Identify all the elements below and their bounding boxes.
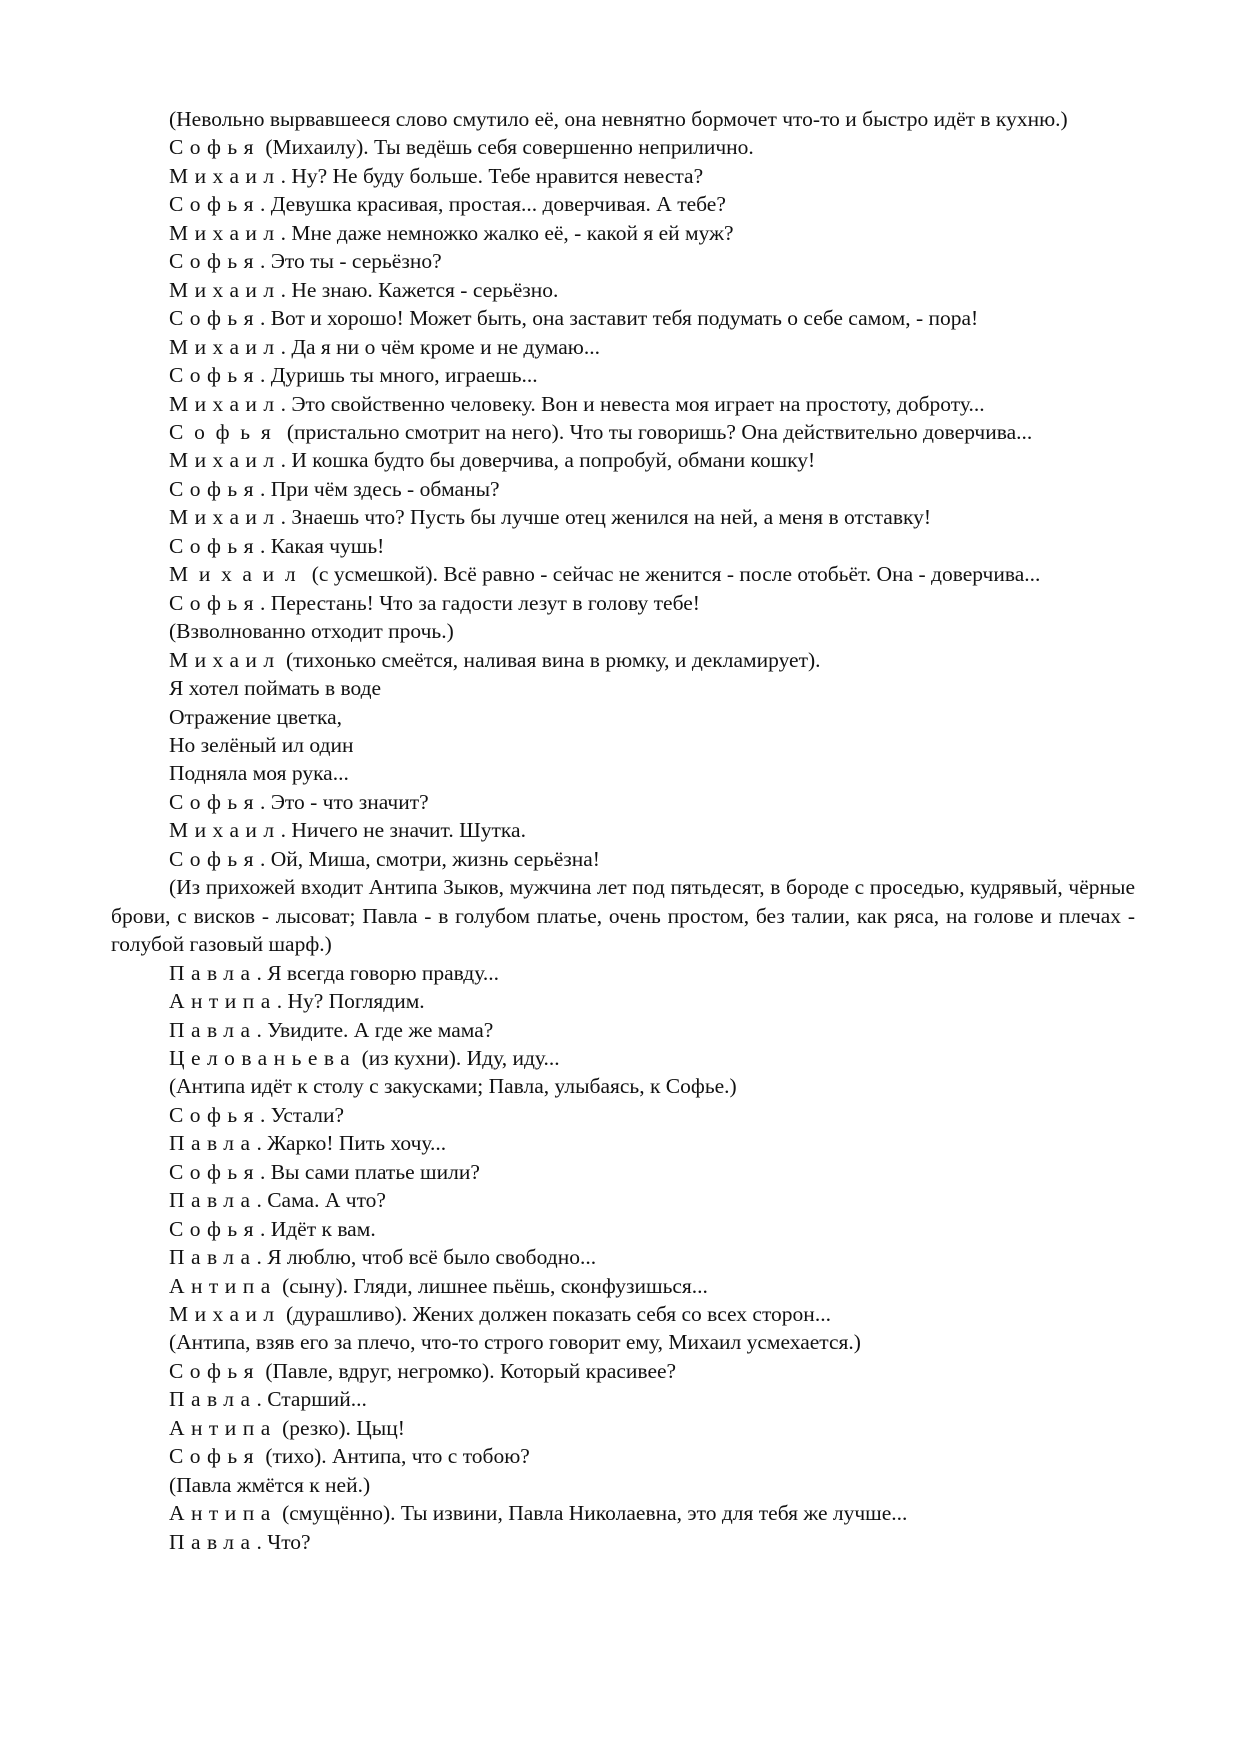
dialogue-line xyxy=(111,1272,1135,1300)
line-text: . Сама. А что? xyxy=(256,1188,386,1213)
line-text: . Не знаю. Кажется - серьёзно. xyxy=(280,277,559,302)
line-text: . Дуришь ты много, играешь... xyxy=(259,363,538,388)
line-text: . Устали? xyxy=(259,1102,345,1127)
speaker-name: Софья xyxy=(169,476,260,501)
speaker-name: Антипа xyxy=(169,1415,277,1440)
line-text: . Это свойственно человеку. Вон и невеста моя играет на простоту, доброту... xyxy=(280,391,985,416)
dialogue-line xyxy=(111,503,1135,531)
dialogue-line xyxy=(111,1016,1135,1044)
line-text: . Девушка красивая, простая... доверчивая. А тебе? xyxy=(259,192,726,217)
dialogue-line xyxy=(111,1129,1135,1157)
dialogue-line xyxy=(111,1044,1135,1072)
dialogue-line xyxy=(111,304,1135,332)
speaker-name: Софья xyxy=(169,1159,260,1184)
speaker-name: Михаил xyxy=(169,334,281,359)
line-text: (из кухни). Иду, иду... xyxy=(356,1045,560,1070)
dialogue-line xyxy=(111,1101,1135,1129)
speaker-name: Павла xyxy=(169,1017,257,1042)
line-text: . Знаешь что? Пусть бы лучше отец женился на ней, а меня в отставку! xyxy=(280,505,932,530)
dialogue-line xyxy=(111,333,1135,361)
stage-direction xyxy=(111,873,1135,958)
line-text: . Ну? Не буду больше. Тебе нравится невеста? xyxy=(280,163,704,188)
speaker-name: Антипа xyxy=(169,1501,277,1526)
dialogue-line xyxy=(111,361,1135,389)
dialogue-line xyxy=(111,390,1135,418)
speaker-name: Софья xyxy=(169,363,260,388)
line-text: (Антипа, взяв его за плечо, что-то строго говорит ему, Михаил усмехается.) xyxy=(169,1330,861,1355)
speaker-name: Павла xyxy=(169,1131,257,1156)
stage-direction xyxy=(111,1328,1135,1356)
line-text: . Это - что значит? xyxy=(259,789,429,814)
speaker-name: Софья xyxy=(169,1358,260,1383)
line-text: (Из прихожей входит Антипа Зыков, мужчина лет под пятьдесят, в бороде с проседью, кудрявый, чёрные брови, с висков - лысоват; Павла - в голубом платье, очень простом, без талии, как ряса, на голове и плечах - голубой газовый шарф.) xyxy=(111,875,1135,957)
line-text: . Ну? Поглядим. xyxy=(276,989,425,1014)
speaker-name: Павла xyxy=(169,1529,257,1554)
speaker-name: Софья xyxy=(169,590,260,615)
dialogue-line xyxy=(111,1442,1135,1470)
line-text: . Вы сами платье шили? xyxy=(259,1159,480,1184)
line-text: (Павле, вдруг, негромко). Который красивее? xyxy=(259,1358,677,1383)
dialogue-line xyxy=(111,475,1135,503)
speaker-name: Целованьева xyxy=(169,1045,357,1070)
line-text: . Ничего не значит. Шутка. xyxy=(280,818,526,843)
dialogue-line xyxy=(111,646,1135,674)
line-text: . Мне даже немножко жалко её, - какой я ей муж? xyxy=(280,220,734,245)
line-text: (Взволнованно отходит прочь.) xyxy=(169,619,454,644)
speaker-name: Михаил xyxy=(169,818,281,843)
dialogue-line xyxy=(111,532,1135,560)
speaker-name: Михаил xyxy=(169,277,281,302)
speaker-name: Антипа xyxy=(169,1273,277,1298)
line-text: Я хотел поймать в воде xyxy=(169,676,382,701)
dialogue-line xyxy=(111,1357,1135,1385)
speaker-name: Павла xyxy=(169,960,257,985)
dialogue-line xyxy=(111,959,1135,987)
dialogue-line xyxy=(111,247,1135,275)
line-text: (сыну). Гляди, лишнее пьёшь, сконфузишься... xyxy=(276,1273,708,1298)
stage-direction xyxy=(111,1471,1135,1499)
line-text: . Старший... xyxy=(256,1387,367,1412)
line-text: (Михаилу). Ты ведёшь себя совершенно неприлично. xyxy=(259,135,754,160)
line-text: Отражение цветка, xyxy=(169,704,343,729)
stage-direction xyxy=(111,1072,1135,1100)
dialogue-line xyxy=(111,1414,1135,1442)
line-text: . Увидите. А где же мама? xyxy=(256,1017,494,1042)
line-text: (резко). Цыц! xyxy=(276,1415,405,1440)
speaker-name: Софья xyxy=(169,1216,260,1241)
speaker-name: Софья xyxy=(169,1102,260,1127)
line-text: . Идёт к вам. xyxy=(259,1216,376,1241)
stage-direction xyxy=(111,703,1135,731)
dialogue-line xyxy=(111,190,1135,218)
line-text: . Да я ни о чём кроме и не думаю... xyxy=(280,334,600,359)
line-text: . Жарко! Пить хочу... xyxy=(256,1131,447,1156)
line-text: . Что? xyxy=(256,1529,311,1554)
dialogue-line xyxy=(111,162,1135,190)
dialogue-line xyxy=(111,845,1135,873)
dialogue-line xyxy=(111,219,1135,247)
stage-direction xyxy=(111,674,1135,702)
dialogue-line xyxy=(111,589,1135,617)
line-text: . Ой, Миша, смотри, жизнь серьёзна! xyxy=(259,846,600,871)
speaker-name: Антипа xyxy=(169,989,277,1014)
stage-direction xyxy=(111,759,1135,787)
line-text: (смущённо). Ты извини, Павла Николаевна, это для тебя же лучше... xyxy=(276,1501,908,1526)
speaker-name: Михаил xyxy=(169,220,281,245)
speaker-name: Михаил xyxy=(169,1302,281,1327)
speaker-name: Михаил xyxy=(169,562,307,587)
speaker-name: Павла xyxy=(169,1387,257,1412)
line-text: (Павла жмётся к ней.) xyxy=(169,1472,371,1497)
line-text: Но зелёный ил один xyxy=(169,732,354,757)
dialogue-line xyxy=(111,987,1135,1015)
dialogue-line xyxy=(111,560,1135,588)
dialogue-line xyxy=(111,1528,1135,1556)
speaker-name: Павла xyxy=(169,1188,257,1213)
stage-direction xyxy=(111,617,1135,645)
dialogue-line xyxy=(111,446,1135,474)
dialogue-line xyxy=(111,276,1135,304)
dialogue-line xyxy=(111,1385,1135,1413)
line-text: (тихонько смеётся, наливая вина в рюмку, и декламирует). xyxy=(280,647,821,672)
line-text: . Я люблю, чтоб всё было свободно... xyxy=(256,1245,597,1270)
dialogue-line xyxy=(111,1499,1135,1527)
dialogue-line xyxy=(111,133,1135,161)
speaker-name: Софья xyxy=(169,192,260,217)
speaker-name: Софья xyxy=(169,249,260,274)
speaker-name: Михаил xyxy=(169,505,281,530)
line-text: (Невольно вырвавшееся слово смутило её, она невнятно бормочет что-то и быстро идёт в кухню.) xyxy=(169,107,1068,131)
speaker-name: Софья xyxy=(169,135,260,160)
line-text: . Я всегда говорю правду... xyxy=(256,960,499,985)
speaker-name: Павла xyxy=(169,1245,257,1270)
dialogue-line xyxy=(111,1158,1135,1186)
speaker-name: Софья xyxy=(169,1444,260,1469)
speaker-name: Софья xyxy=(169,533,260,558)
line-text: . И кошка будто бы доверчива, а попробуй, обмани кошку! xyxy=(280,448,816,473)
speaker-name: Михаил xyxy=(169,448,281,473)
dialogue-line xyxy=(111,816,1135,844)
dialogue-line xyxy=(111,788,1135,816)
line-text: (Антипа идёт к столу с закусками; Павла, улыбаясь, к Софье.) xyxy=(169,1074,737,1099)
line-text: . При чём здесь - обманы? xyxy=(259,476,500,501)
speaker-name: Софья xyxy=(169,306,260,331)
speaker-name: Михаил xyxy=(169,647,281,672)
line-text: (с усмешкой). Всё равно - сейчас не женится - после отобьёт. Она - доверчива... xyxy=(306,562,1041,587)
dialogue-line xyxy=(111,1186,1135,1214)
line-text: . Вот и хорошо! Может быть, она заставит тебя подумать о себе самом, - пора! xyxy=(259,306,979,331)
speaker-name: Михаил xyxy=(169,163,281,188)
document-page xyxy=(111,105,1135,1556)
line-text: (дурашливо). Жених должен показать себя со всех сторон... xyxy=(280,1302,831,1327)
line-text: (тихо). Антипа, что с тобою? xyxy=(259,1444,530,1469)
dialogue-line xyxy=(111,1300,1135,1328)
speaker-name: Софья xyxy=(169,789,260,814)
speaker-name: Михаил xyxy=(169,391,281,416)
line-text: (пристально смотрит на него). Что ты говоришь? Она действительно доверчива... xyxy=(281,419,1033,444)
line-text: . Это ты - серьёзно? xyxy=(259,249,442,274)
line-text: . Какая чушь! xyxy=(259,533,385,558)
dialogue-line xyxy=(111,1215,1135,1243)
speaker-name: Софья xyxy=(169,419,282,444)
speaker-name: Софья xyxy=(169,846,260,871)
dialogue-line xyxy=(111,1243,1135,1271)
stage-direction xyxy=(111,731,1135,759)
line-text: . Перестань! Что за гадости лезут в голову тебе! xyxy=(259,590,700,615)
line-text: Подняла моя рука... xyxy=(169,761,349,786)
dialogue-line xyxy=(111,418,1135,446)
stage-direction xyxy=(111,105,1135,133)
